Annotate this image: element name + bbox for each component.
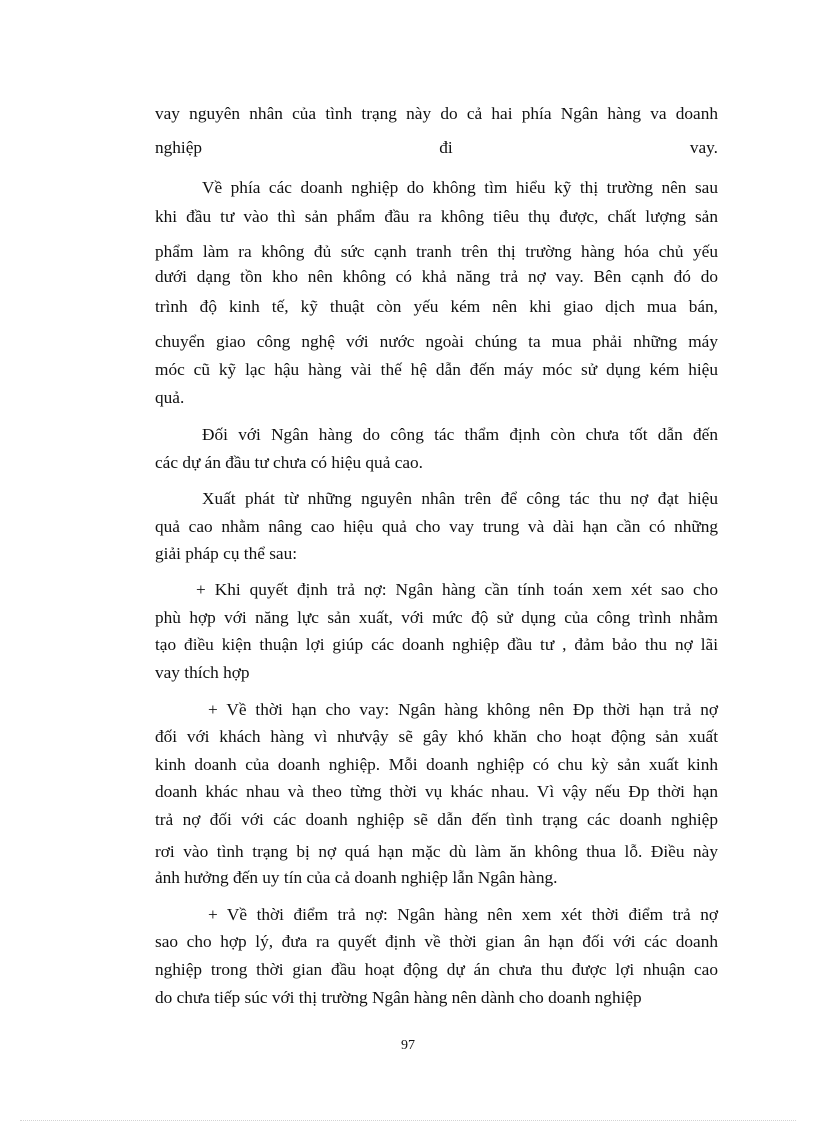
page-bottom-divider: [20, 1120, 796, 1121]
text-line: móc cũ kỹ lạc hậu hàng vài thế hệ dẫn đến máy móc sử dụng kém hiệu: [155, 360, 718, 379]
text-line: quả.: [155, 388, 185, 407]
text-line: phẩm làm ra không đủ sức cạnh tranh trên thị trường hàng hóa chủ yếu: [155, 242, 718, 261]
text-line: vay nguyên nhân của tình trạng này do cả hai phía Ngân hàng va doanh: [155, 104, 718, 123]
page-number: 97: [401, 1038, 415, 1053]
text-line: phù hợp với năng lực sản xuất, với mức độ sử dụng của công trình nhằm: [155, 608, 718, 627]
text-line: trình độ kinh tế, kỹ thuật còn yếu kém nên khi giao dịch mua bán,: [155, 297, 718, 316]
text-line: vay thích hợp: [155, 663, 250, 682]
text-line: nghiệp trong thời gian đầu hoạt động dự án chưa thu được lợi nhuận cao: [155, 960, 718, 979]
text-line: + Về thời điểm trả nợ: Ngân hàng nên xem xét thời điểm trả nợ: [208, 905, 718, 924]
text-line: Đối với Ngân hàng do công tác thẩm định còn chưa tốt dẫn đến: [202, 425, 718, 444]
text-line: + Về thời hạn cho vay: Ngân hàng không nên Đp thời hạn trả nợ: [208, 700, 718, 719]
text-line: Về phía các doanh nghiệp do không tìm hiểu kỹ thị trường nên sau: [202, 178, 718, 197]
text-line: nghiệp đi vay.: [155, 138, 718, 157]
text-line: khi đầu tư vào thì sản phẩm đầu ra không tiêu thụ được, chất lượng sản: [155, 207, 718, 226]
text-line: ảnh hưởng đến uy tín của cả doanh nghiệp lẫn Ngân hàng.: [155, 868, 558, 887]
text-line: tạo điều kiện thuận lợi giúp các doanh nghiệp đầu tư , đảm bảo thu nợ lãi: [155, 635, 718, 654]
text-line: sao cho hợp lý, đưa ra quyết định về thời gian ân hạn đối với các doanh: [155, 932, 718, 951]
text-line: quả cao nhằm nâng cao hiệu quả cho vay trung và dài hạn cần có những: [155, 517, 718, 536]
text-line: các dự án đầu tư chưa có hiệu quả cao.: [155, 453, 423, 472]
text-line: chuyển giao công nghệ với nước ngoài chúng ta mua phải những máy: [155, 332, 718, 351]
text-line: trả nợ đối với các doanh nghiệp sẽ dẫn đến tình trạng các doanh nghiệp: [155, 810, 718, 829]
text-line: rơi vào tình trạng bị nợ quá hạn mặc dù làm ăn không thua lỗ. Điều này: [155, 842, 718, 861]
text-line: doanh khác nhau và theo từng thời vụ khác nhau. Vì vậy nếu Đp thời hạn: [155, 782, 718, 801]
text-line: giải pháp cụ thể sau:: [155, 544, 298, 563]
text-line: đối với khách hàng vì nhưvậy sẽ gây khó khăn cho hoạt động sản xuất: [155, 727, 718, 746]
text-line: + Khi quyết định trả nợ: Ngân hàng cần tính toán xem xét sao cho: [196, 580, 718, 599]
text-line: dưới dạng tồn kho nên không có khả năng trả nợ vay. Bên cạnh đó do: [155, 267, 718, 286]
text-line: kinh doanh của doanh nghiệp. Mỗi doanh nghiệp có chu kỳ sản xuất kinh: [155, 755, 718, 774]
text-line: Xuất phát từ những nguyên nhân trên để công tác thu nợ đạt hiệu: [202, 489, 718, 508]
text-line: do chưa tiếp súc với thị trường Ngân hàng nên dành cho doanh nghiệp: [155, 988, 642, 1007]
